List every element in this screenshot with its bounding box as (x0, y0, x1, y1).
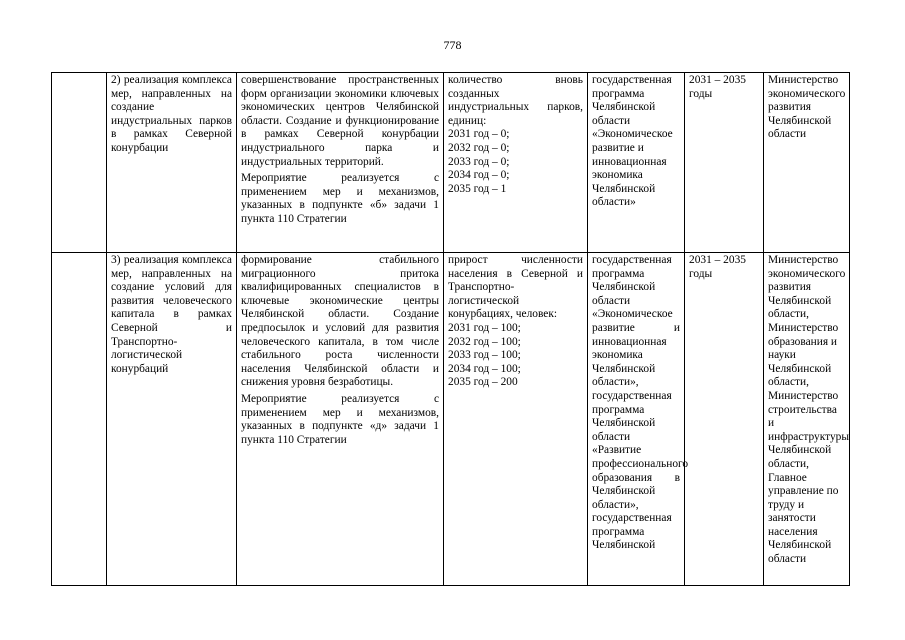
description-cell (237, 253, 444, 586)
description-cell (237, 73, 444, 253)
indicator-value: 2034 год – 100; (448, 362, 521, 375)
indicator-cell (444, 253, 588, 586)
indicator-cell (444, 73, 588, 253)
indicator-text: количество вновь созданных индустриальных парков, единиц: (448, 74, 583, 127)
indicator-text: прирост численности населения в Северной и Транспортно-логистической конурбациях, человек: (448, 254, 583, 321)
period-cell: 2031 – 2035 годы (685, 253, 764, 586)
program-cell: государственная программа Челябинской области «Экономическое развитие и инновационная экономика Челябинской области» (588, 73, 685, 253)
executor-cell: Министерство экономического развития Челябинской области, Министерство образования и науки Челябинской области, Министерство строительства и инфраструктуры Челябинской области, Главное управление по труду и занятости населения Челябинской области (764, 253, 850, 586)
page-number: 778 (443, 38, 462, 52)
task-cell: 2) реализация комплекса мер, направленных на создание индустриальных парков в рамках Северной конурбации (107, 73, 237, 253)
row-number-cell (52, 253, 107, 586)
description-text: совершенствование пространственных форм организации экономики ключевых экономических центров Челябинской области. Создание и функционирование в рамках Северной конурбации индустриального парка и индустриальных территорий. (241, 74, 439, 168)
description-note: Мероприятие реализуется с применением мер и механизмов, указанных в подпункте «д» задачи 1 пункта 110 Стратегии (241, 392, 439, 446)
indicator-value: 2033 год – 100; (448, 349, 521, 362)
task-cell: 3) реализация комплекса мер, направленных на создание условий для развития человеческого капитала в рамках Северной и Транспортно-логистической конурбаций (107, 253, 237, 586)
period-cell: 2031 – 2035 годы (685, 73, 764, 253)
indicator-value: 2035 год – 1 (448, 182, 507, 195)
program-cell: государственная программа Челябинской области «Экономическое развитие и инновационная экономика Челябинской области», государственная программа Челябинской области «Развитие профессионального образования в Челябинской области», государственная программа Челябинской (588, 253, 685, 586)
table-row (52, 253, 850, 586)
executor-cell: Министерство экономического развития Челябинской области (764, 73, 850, 253)
table-row (52, 73, 850, 253)
description-note: Мероприятие реализуется с применением мер и механизмов, указанных в подпункте «б» задачи 1 пункта 110 Стратегии (241, 172, 439, 225)
indicator-value: 2033 год – 0; (448, 155, 510, 168)
indicator-value: 2031 год – 100; (448, 321, 521, 334)
measures-table (51, 72, 850, 586)
indicator-value: 2034 год – 0; (448, 169, 510, 182)
row-number-cell (52, 73, 107, 253)
indicator-value: 2035 год – 200 (448, 376, 518, 389)
indicator-value: 2032 год – 100; (448, 335, 521, 348)
description-text: формирование стабильного миграционного притока квалифицированных специалистов в ключевые экономические центры Челябинской области. Создание предпосылок и условий для развития человеческого капитала, в том числе стабильного роста численности населения Челябинской области и снижения уровня безработицы. (241, 254, 439, 389)
indicator-value: 2032 год – 0; (448, 141, 510, 154)
indicator-value: 2031 год – 0; (448, 128, 510, 141)
